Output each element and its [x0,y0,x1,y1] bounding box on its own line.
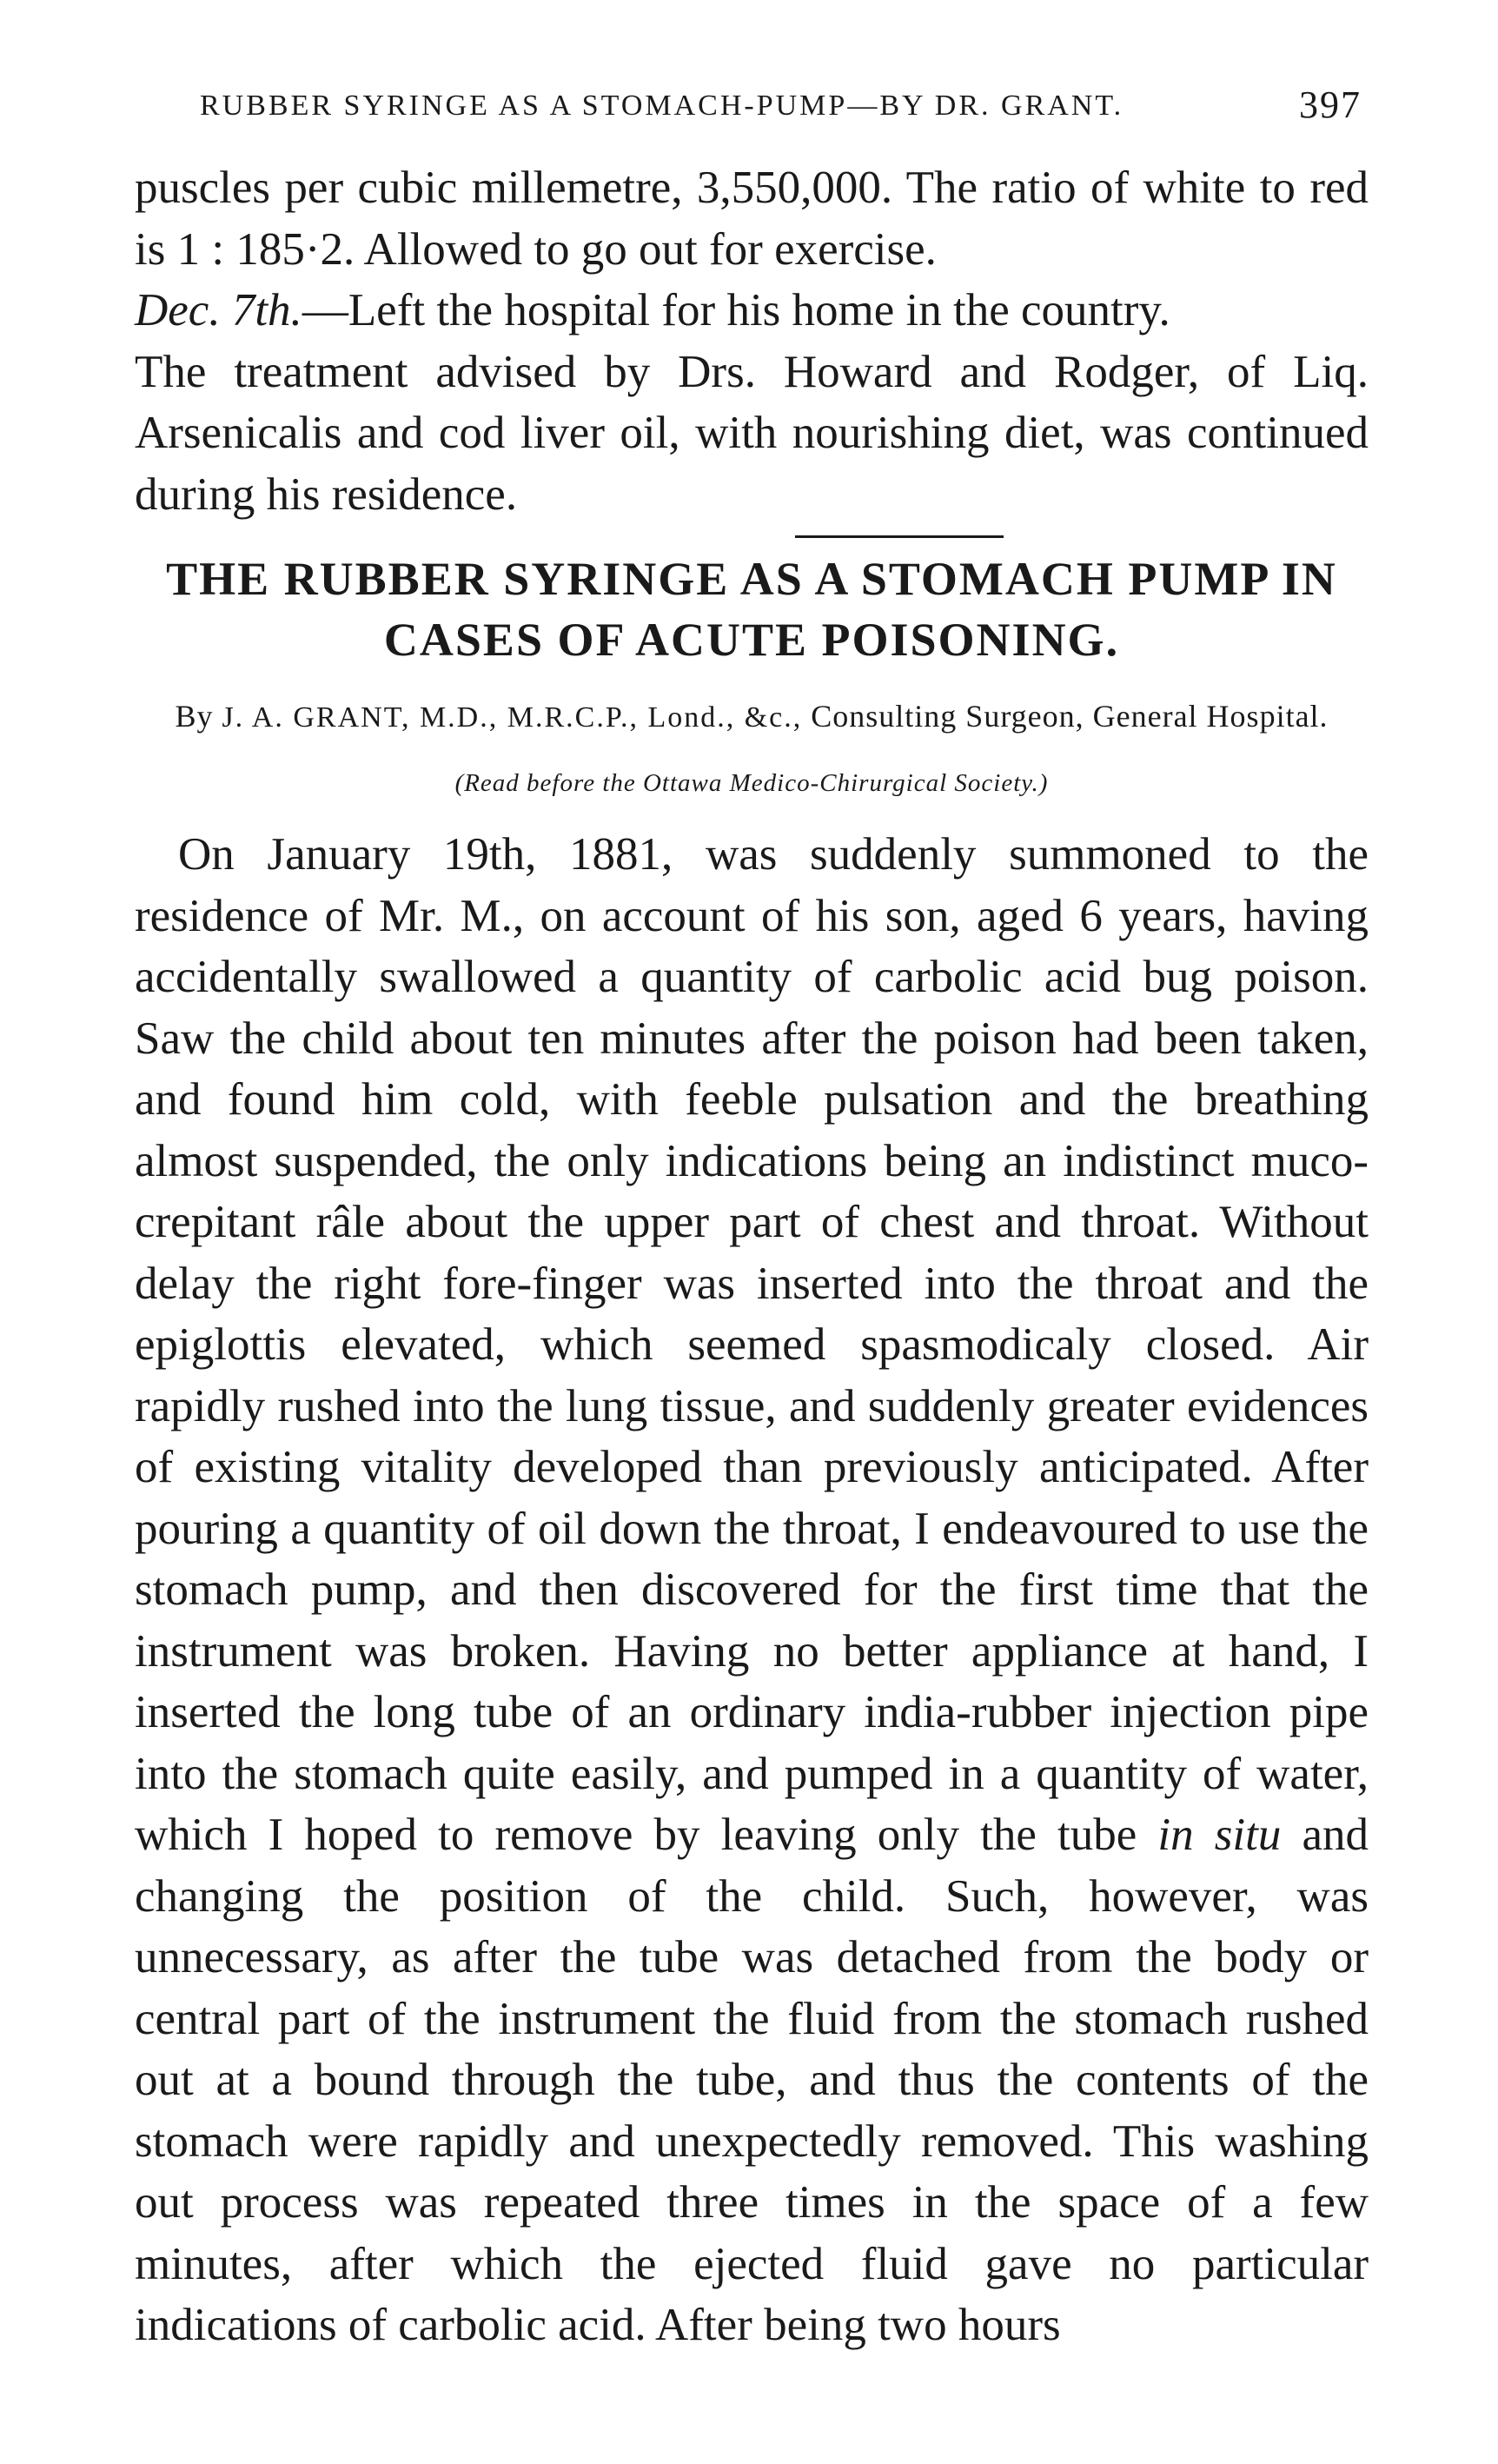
page-number: 397 [1299,83,1362,126]
in-situ-phrase: in situ [1157,1810,1282,1860]
article-title: THE RUBBER SYRINGE AS A STOMACH PUMP IN CASES OF ACUTE POISONING. [166,553,1337,666]
running-head-title: RUBBER SYRINGE AS A STOMACH-PUMP—BY DR. GRANT. [200,90,1124,122]
date-text: —Left the hospital for his home in the country. [302,285,1170,335]
byline-prefix: By [175,699,214,734]
continuation-text: puscles per cubic millemetre, 3,550,000. The ratio of white to red is 1 : 185·2. Allowed to go out for exercise. [135,163,1369,275]
treatment-text: The treatment advised by Drs. Howard and Rodger, of Liq. Arsenicalis and cod liver oil, with nourishing diet, was continued during his residence. [135,346,1369,520]
section-divider [795,535,1004,538]
running-head [135,83,1369,135]
journal-page [135,83,1369,2356]
article-body-part1: On January 19th, 1881, was suddenly summoned to the residence of Mr. M., on account of his son, aged 6 years, having accidentally swallowed a quantity of carbolic acid bug poison. Saw the child about ten minutes after the poison had been taken, and found him cold, with feeble pulsation and the breathing almost suspended, the only indications being an indistinct muco-crepitant râle about the upper part of chest and throat. Without delay the right fore-finger was inserted into the throat and the epiglottis elevated, which seemed spasmodicaly closed. Air rapidly rushed into the lung tissue, and suddenly greater evidences of existing vitality developed than previously anticipated. After pouring a quantity of oil down the throat, I endeavoured to use the stomach pump, and then discovered for the first time that the instrument was broken. Having no better appliance at hand, I inserted the long tube of an ordinary india-rubber injection pipe into the stomach quite easily, and pumped in a quantity of water, which I hoped to remove by leaving only the tube [135,829,1369,1860]
continuation-paragraph [135,157,1369,280]
article-body [135,824,1369,2356]
date-entry [135,280,1369,342]
read-before-note: (Read before the Ottawa Medico-Chirurgical Society.) [454,769,1049,797]
treatment-paragraph [135,342,1369,526]
author-affiliation: Consulting Surgeon, General Hospital. [811,699,1329,734]
author-name: J. A. GRANT, M.D., M.R.C.P., Lond., &c., [222,701,803,734]
byline [135,693,1369,741]
article-body-part2: and changing the position of the child. Such, however, was unnecessary, as after the tube was detached from the body or central part of the instrument the fluid from the stomach rushed out at a bound through the tube, and thus the contents of the stomach were rapidly and unexpectedly removed. This washing out process was repeated three times in the space of a few minutes, after which the ejected fluid gave no particular indications of carbolic acid. After being two hours [135,1810,1369,2350]
date-label: Dec. 7th. [135,285,302,335]
